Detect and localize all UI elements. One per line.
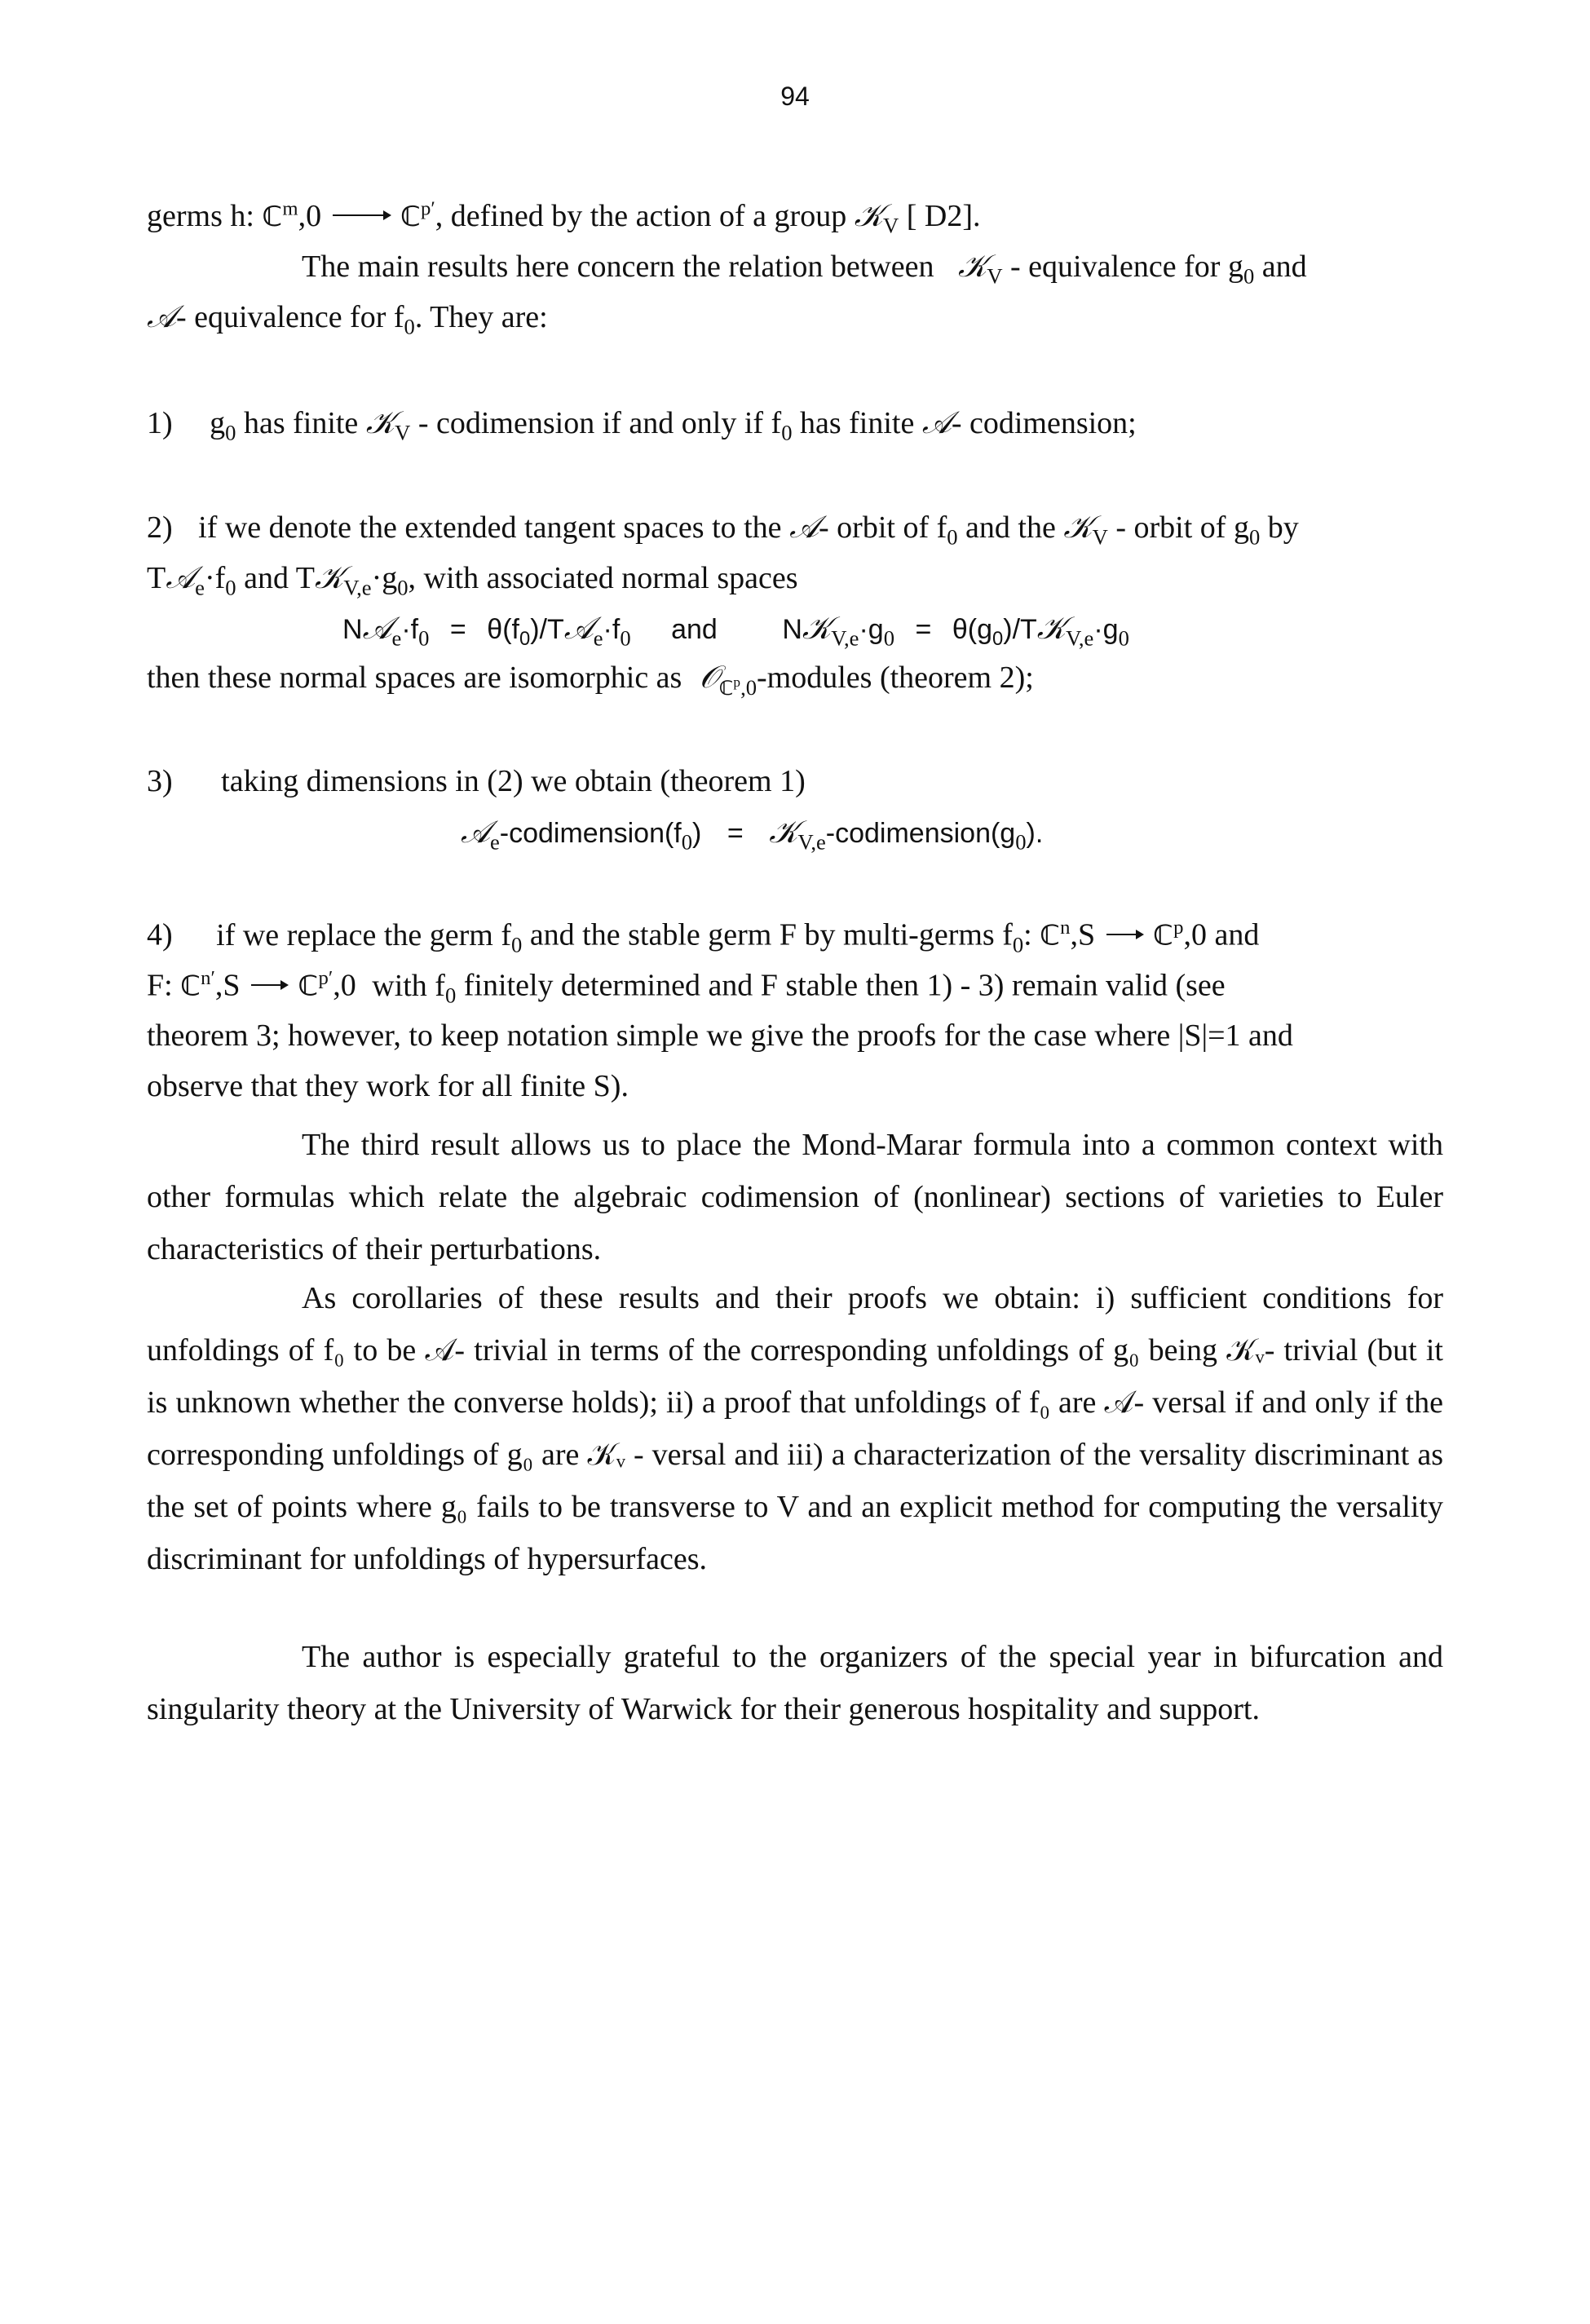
line-germs bbox=[147, 197, 980, 239]
complex-symbol: ℂ bbox=[262, 201, 283, 233]
sup-m: m bbox=[282, 197, 298, 220]
complex-symbol: ℂ bbox=[180, 970, 201, 1003]
k-symbol: 𝒦 bbox=[802, 610, 832, 646]
complex-symbol: ℂ bbox=[400, 201, 422, 233]
citation-d2: [ D2]. bbox=[906, 199, 981, 233]
k-symbol: 𝒦 bbox=[854, 197, 883, 233]
sup-nprime: n′ bbox=[201, 967, 215, 989]
a-symbol: 𝒜 bbox=[166, 559, 196, 595]
k-symbol: 𝒦 bbox=[1063, 509, 1093, 545]
t-symbol: T bbox=[147, 561, 166, 595]
codimension-formula: $𝒜_e-codimension(f_0)$ = $𝒦_{V,e}-codimension(g_0)$. bbox=[461, 814, 1044, 855]
item-4-line-1: 4) if we replace the germ $f_0$ and the stable germ F by multi-germs $f_0$: ℂ$^n$,S ℂ$^p$,0 and bbox=[147, 917, 1260, 957]
sub-v: V bbox=[987, 263, 1003, 289]
equals: = bbox=[727, 818, 744, 849]
item3-text: taking dimensions in (2) we obtain (theorem 1) bbox=[221, 764, 806, 798]
sup-p: p bbox=[1173, 917, 1184, 939]
dot: · bbox=[204, 561, 215, 595]
a-symbol: 𝒜 bbox=[921, 404, 952, 440]
paragraph-corollaries: As corollaries of these results and their proofs we obtain: i) sufficient conditions for unfoldings of f₀ to be 𝒜- trivial in terms of the corresponding unfoldings of g₀ being 𝒦ᵥ- trivial (but it is unknown whether the converse holds); ii) a proof that unfoldings of f₀ are 𝒜- versal if and only if the corresponding unfoldings of g₀ are 𝒦ᵥ - versal and iii) a characterization of the versality discriminant as the set of points where g₀ fails to be transverse to V and an explicit method for computing the versality discriminant for unfoldings of hypersurfaces. bbox=[147, 1281, 1443, 1576]
item-2-line-1 bbox=[147, 509, 1299, 550]
and-text: and bbox=[1261, 250, 1307, 284]
sub-0: 0 bbox=[397, 575, 409, 600]
item2-text-g: , with associated normal spaces bbox=[408, 561, 798, 595]
line-a-equivalence bbox=[147, 298, 548, 340]
k-symbol: 𝒦 bbox=[315, 559, 344, 595]
sub-e: e bbox=[489, 829, 500, 855]
complex-symbol: ℂ bbox=[298, 970, 319, 1003]
item-4-line-4: observe that they work for all finite S). bbox=[147, 1069, 629, 1103]
item-3 bbox=[147, 763, 806, 799]
sub-v: V bbox=[883, 213, 899, 238]
a-symbol: 𝒜 bbox=[461, 814, 490, 850]
theta-symbol: θ bbox=[487, 614, 503, 645]
paragraph-acknowledgement: The author is especially grateful to the organizers of the special year in bifurcation and singularity theory at the University of Warwick for their generous hospitality and support. bbox=[147, 1640, 1443, 1726]
s-symbol: S bbox=[1078, 917, 1096, 952]
page-number: 94 bbox=[780, 82, 810, 111]
item-number: 3) bbox=[147, 764, 173, 798]
item2-text-a: if we denote the extended tangent spaces to the bbox=[198, 510, 782, 545]
equiv-text: - equivalence for g bbox=[1010, 250, 1243, 284]
item2-text-c: and the bbox=[965, 510, 1056, 545]
comma0: ,0 bbox=[298, 199, 322, 233]
sub-0: 0 bbox=[1248, 524, 1261, 550]
sub-0: 0 bbox=[404, 314, 415, 339]
a-symbol: 𝒜 bbox=[362, 610, 392, 646]
sub-0: 0 bbox=[947, 524, 958, 550]
k-symbol: 𝒦 bbox=[769, 814, 798, 850]
a-symbol: 𝒜 bbox=[147, 298, 176, 334]
paragraph-third-result: The third result allows us to place the Mond-Marar formula into a common context with other formulas which relate the algebraic codimension of (nonlinear) sections of varieties to Euler characteristics of their perturbations. bbox=[147, 1128, 1443, 1266]
sup-n: n bbox=[1060, 917, 1071, 939]
sup-pprime: p′ bbox=[318, 967, 333, 989]
equals: = bbox=[449, 614, 466, 645]
item2-text-b: - orbit of f bbox=[819, 510, 947, 545]
item-number: 4) bbox=[147, 917, 173, 952]
item1-text-c: has finite bbox=[800, 406, 915, 440]
and-text: and bbox=[671, 614, 718, 645]
item-4-line-3: theorem 3; however, to keep notation simple we give the proofs for the case where |S|=1 and bbox=[147, 1018, 1293, 1053]
complex-symbol: ℂ bbox=[1153, 919, 1174, 952]
a-equiv-text: - equivalence for f bbox=[175, 300, 404, 334]
defined-by-text: , defined by the action of a group bbox=[435, 199, 847, 233]
item2-text-e: by bbox=[1267, 510, 1299, 545]
sub-v: V bbox=[1092, 524, 1108, 550]
k-symbol: 𝒦 bbox=[365, 404, 395, 440]
germs-label: germs h: bbox=[147, 199, 254, 233]
a-symbol: 𝒜 bbox=[789, 509, 819, 545]
item2-text-d: - orbit of g bbox=[1115, 510, 1249, 545]
arrow-icon bbox=[251, 984, 287, 986]
k-symbol: 𝒦 bbox=[958, 248, 987, 284]
equals: = bbox=[915, 614, 932, 645]
item-number: 1) bbox=[147, 406, 173, 440]
arrow-icon bbox=[333, 214, 390, 216]
item4-text-a: if we replace the germ f bbox=[216, 917, 512, 952]
sub-0: 0 bbox=[781, 420, 793, 445]
item-2-line-2: $T𝒜_e\cdot f_0$ and $T𝒦_{V,e}\cdot g_0$, with associated normal spaces bbox=[147, 559, 798, 600]
o-symbol: 𝒪 bbox=[699, 659, 719, 695]
then-these-text: then these normal spaces are isomorphic as bbox=[147, 661, 682, 695]
complex-symbol: ℂ bbox=[1040, 919, 1061, 952]
a-symbol: 𝒜 bbox=[563, 610, 594, 646]
item-4-line-2: F: ℂ$^{n'}$,S ℂ$^{p'}$,0 with $f_0$ finitely determined and F stable then 1) - 3) remain valid (see bbox=[147, 967, 1226, 1008]
sub-0: 0 bbox=[1243, 263, 1255, 289]
item1-text-a: has finite bbox=[243, 406, 359, 440]
sub-e: e bbox=[195, 575, 205, 600]
sub-0: 0 bbox=[225, 420, 236, 445]
they-are-text: . They are: bbox=[414, 300, 548, 334]
item-number: 2) bbox=[147, 510, 173, 545]
sup-pprime: p′ bbox=[421, 197, 435, 220]
item4-text-c: F: bbox=[147, 968, 173, 1003]
modules-text: -modules (theorem 2); bbox=[757, 661, 1034, 695]
sub-v: V bbox=[395, 420, 411, 445]
normal-spaces-formula: $N𝒜_e\cdot f_0$ = $\theta(f_0)/T𝒜_e\cdot f_0$ and $N𝒦_{V,e}\cdot g_0$ = $\theta(g_0)/T𝒦_{V,e}\cdot g_0$ bbox=[342, 610, 1129, 651]
line-main-results bbox=[302, 248, 1307, 289]
item1-text-b: - codimension if and only if f bbox=[417, 406, 782, 440]
dot: · bbox=[371, 561, 382, 595]
item4-text-b: and the stable germ F by multi-germs f bbox=[529, 917, 1013, 952]
item-1: 1) $g_0$ has finite 𝒦$_V$ - codimension if and only if $f_0$ has finite 𝒜- codimension; bbox=[147, 404, 1137, 445]
sub-e: e bbox=[391, 625, 402, 651]
sub-0: 0 bbox=[418, 625, 430, 651]
main-results-text: The main results here concern the relation between bbox=[302, 250, 934, 284]
item1-text-d: - codimension; bbox=[951, 406, 1137, 440]
codim-g-text: -codimension(g bbox=[825, 818, 1016, 849]
theta-symbol: θ bbox=[952, 614, 968, 645]
and-text: and bbox=[1214, 917, 1260, 952]
sub-0: 0 bbox=[225, 575, 236, 600]
arrow-icon bbox=[1106, 934, 1142, 935]
k-symbol: 𝒦 bbox=[1036, 610, 1067, 646]
item4-text-d: with f bbox=[372, 968, 445, 1003]
item2-text-f: and bbox=[244, 561, 289, 595]
codim-text: -codimension(f bbox=[499, 818, 682, 849]
item-2-line-4: then these normal spaces are isomorphic as 𝒪$_{ℂ^p,0}$-modules (theorem 2); bbox=[147, 659, 1034, 700]
item4-text-e: finitely determined and F stable then 1) - 3) remain valid (see bbox=[463, 968, 1226, 1003]
t-symbol: T bbox=[295, 561, 316, 595]
